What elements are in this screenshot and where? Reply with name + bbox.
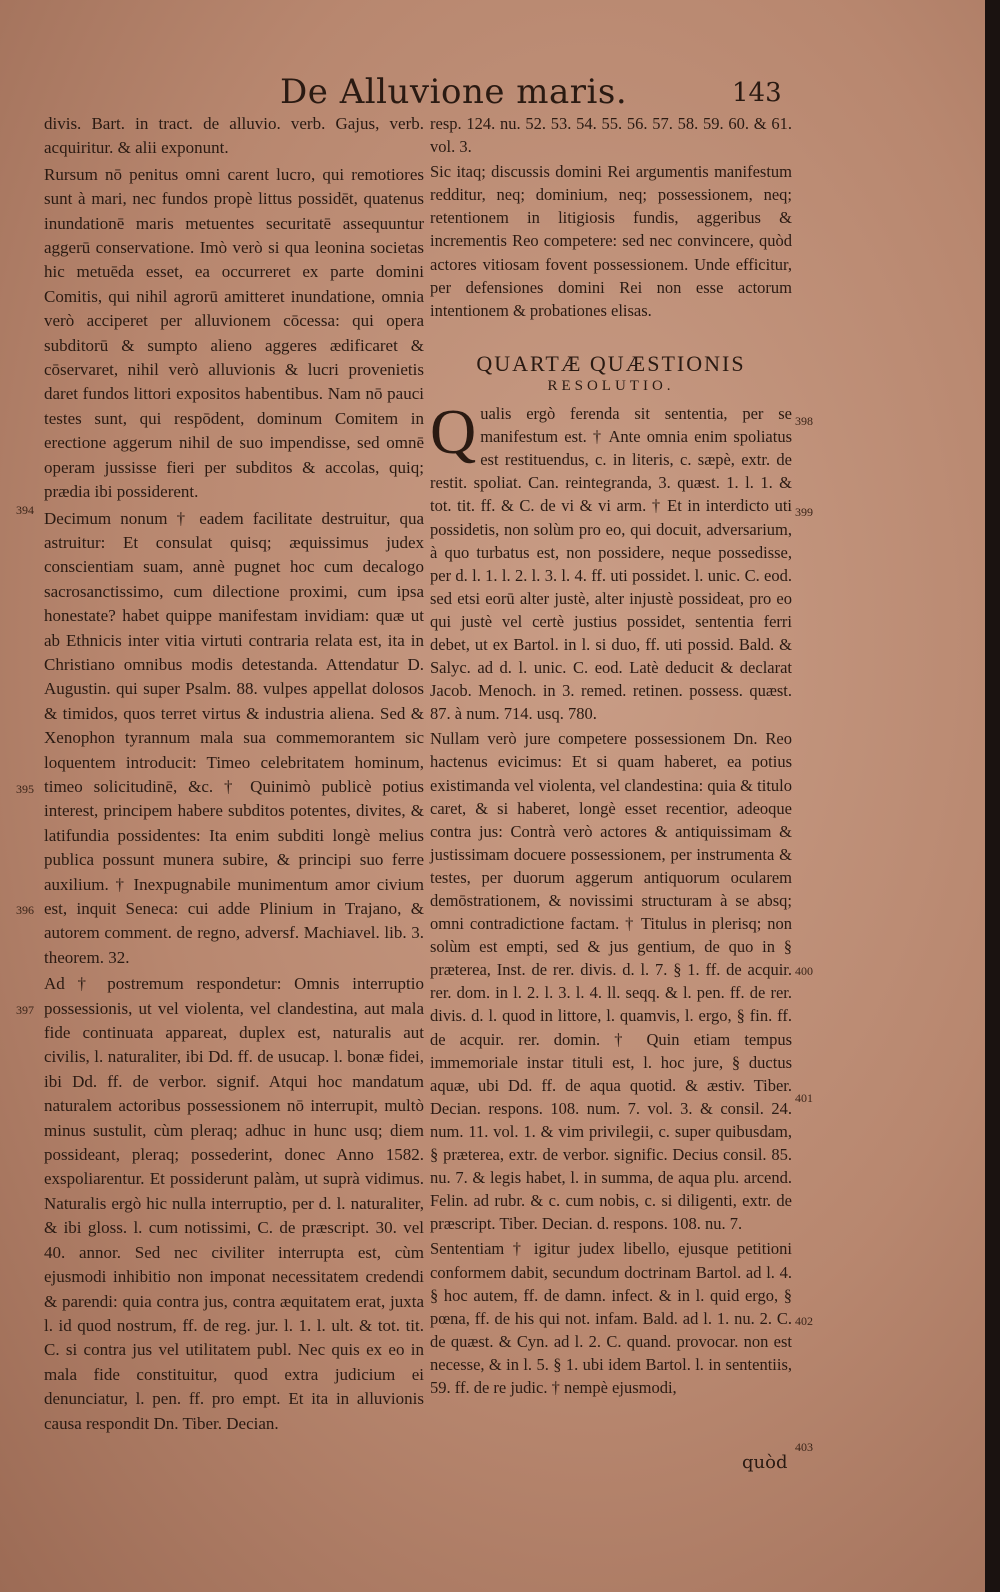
paragraph: Ad † postremum respondetur: Omnis interruptio possessionis, ut vel violenta, vel clandestina, aut mala fide continuata appareat, duplex est, naturalis aut civilis, l. naturaliter, ibi Dd. ff. de usucap. l. bonæ fidei, ibi Dd. ff. de verbor. signif. Atqui hoc mandatum naturalem actoribus possessionem nō interrupit, multò minus sustulit, cùm pleraq; adhuc in hunc usq; diem possideant, pleraq; possederint, donec Anno 1582. exspoliarentur. Et possiderunt palàm, ut suprà vidimus. Naturalis ergò hic nulla interruptio, per d. l. naturaliter, & ibi gloss. l. cum notissimi, C. de præscript. 30. vel 40. annor. Sed nec civiliter interrupta est, cùm ejusmodi inhibitio non imponat necessitatem credendi & parendi: quia contra jus, contra æquitatem erat, juxta l. id quod nostrum, ff. de reg. jur. l. 1. l. ult. & tot. tit. C. si contra jus vel utilitatem publ. Nec quis ex eo in mala fide constituitur, quod extra judicium ei denunciatur, l. pen. ff. pro empt. Et ita in alluvionis causa respondit Dn. Tiber. Decian. bbox=[44, 974, 424, 1433]
margin-note: 402 bbox=[795, 1314, 813, 1328]
right-column bbox=[430, 112, 792, 1482]
margin-note: 394 bbox=[16, 503, 34, 517]
paragraph: Sic itaq; discussis domini Rei argumentis manifestum redditur, neq; dominium, neq; possessionem, neq; retentionem in litigiosis fundis, aggeribus & incrementis Reo competere: sed nec convincere, quòd actores vitiosam fovent possessionem. Unde efficitur, per defensiones domini Rei non esse actorum intentionem & probationes elisas. bbox=[430, 162, 792, 320]
section-heading: QUARTÆ QUÆSTIONIS bbox=[476, 350, 746, 376]
paragraph: resp. 124. nu. 52. 53. 54. 55. 56. 57. 58. 59. 60. & 61. vol. 3. bbox=[430, 114, 792, 157]
margin-note: 401 bbox=[795, 1091, 813, 1105]
page-number: 143 bbox=[732, 78, 782, 108]
margin-note: 400 bbox=[795, 964, 813, 978]
running-title: De Alluvione maris. bbox=[280, 72, 628, 112]
paragraph: Rursum nō penitus omni carent lucro, qui remotiores sunt à mari, nec fundos propè littus possidēt, quatenus inundationē maris metuentes securitatē assequuntur aggerū conservatione. Imò verò si qua leonina societas hic metuēda esset, ea occurreret ex parte domini Comitis, qui nihil agrorū amitteret inundatione, omnia verò acciperet per alluvionem cōcessa: qui opera subditorū & sumpto alieno aggeres ædificaret & cōservaret, nihil verò alluvionis & lucri provenietis daret fundos littori expositos habentibus. Nam nō pauci testes sunt, qui respōdent, dominum Comitem in erectione aggerum nihil de suo impendisse, sed omnē operam jussisse fieri per subditos & accolas, quiq; prædia ibi possiderent. bbox=[44, 164, 424, 502]
margin-note: 396 bbox=[16, 903, 34, 917]
paragraph: Nullam verò jure competere possessionem Dn. Reo hactenus evicimus: Et si quam haberet, ea potius existimanda vel violenta, vel clandestina: quia & titulo caret, & si haberet, longè esset recentior, adeoque contra jus: Contrà verò actores & antiquissimam & justissimam docuere possessionem, per instrumenta & testes, per duorum aggerum antiquorum ocularem demōstrationem, & novissimi structuram à se absq; omni contradictione factam. † Titulus in plerisq; non solùm est empti, sed & jus gentium, de quo in § præterea, Inst. de rer. divis. d. l. 7. § 1. ff. de acquir. rer. dom. in l. 2. l. 3. l. 4. ll. seqq. & l. pen. ff. de rer. divis. d. l. quod in littore, l. quamvis, l. ergo, § fin. ff. de acquir. rer. domin. † Quin etiam tempus immemoriale instar tituli est, l. hoc jure, § ductus aquæ, ubi Dd. ff. de aqua quotid. & æstiv. Tiber. Decian. respons. 108. num. 7. vol. 3. & consil. 24. num. 11. vol. 1. & vim privilegii, c. super quibusdam, § præterea, extr. de verbor. signific. Decius consil. 85. nu. 7. & legis habet, l. in summa, de aqua plu. arcend. Felin. ad rubr. & c. cum nobis, c. si diligenti, extr. de præscript. Tiber. Decian. d. respons. 108. nu. 7. bbox=[430, 729, 792, 1234]
drop-cap: Q bbox=[430, 396, 477, 468]
paragraph: Sententiam † igitur judex libello, ejusque petitioni conformem dabit, secundum doctrinam Bartol. ad l. 4. § hoc autem, ff. de damn. infect. & in l. quid ergo, § pœna, ff. de his qui not. infam. Bald. ad l. 1. nu. 2. C. de quæst. & Cyn. ad l. 2. C. quand. provocar. non est necesse, & in l. 5. § 1. ubi idem Bartol. l. in sententiis, 59. ff. de re judic. † nempè ejusmodi, bbox=[430, 1239, 792, 1397]
paragraph-text: ualis ergò ferenda sit sententia, per se manifestum est. † Ante omnia enim spoliatus est restituendus, c. in literis, c. sæpè, extr. de restit. spoliat. Can. reintegranda, 3. quæst. 1. l. 1. & tot. tit. ff. & C. de vi & vi arm. † Et in interdicto uti possidetis, non solùm pro eo, qui docuit, adversarium, à quo turbatus est, non possidere, neque possedisse, per d. l. 1. l. 2. l. 3. l. 4. ff. uti possidet. l. unic. C. eod. sed etsi eorū alter justè, alter injustè possideat, pro eo qui justè vel certè justius possidet, sententia ferri debet, ut ex Bartol. in l. si duo, ff. uti possid. Bald. & Salyc. ad d. l. unic. C. eod. Latè deducit & declarat Jacob. Menoch. in 3. remed. retinen. possess. quæst. 87. à num. 714. usq. 780. bbox=[430, 404, 792, 724]
paragraph: Decimum nonum † eadem facilitate destruitur, qua astruitur: Et consulat quisq; æquissimus judex conscientiam suam, annè pugnet hoc cum decalogo sacrosanctissimo, cum dilectione proximi, cum ipsa honestate? habet quippe manifestam invidiam: quæ ut ab Ethnicis inter vitia virtuti contraria relata est, ita in Christiano omnibus modis detestanda. Attendatur D. Augustin. qui super Psalm. 88. vulpes appellat dolosos & timidos, quos terret virtus & industria aliena. Sed & Xenophon tyrannum mala sua commemorantem sic loquentem introducit: Timeo celebritatem hominum, timeo solicitudinē, &c. † Quinimò publicè potius interest, principem habere subditos potentes, divites, & latifundia possidentes: Ita enim subditi longè melius publica possunt munera subire, & principi suo ferre auxilium. † Inexpugnabile munimentum amor civium est, inquit Seneca: cui adde Plinium in Trajano, & autorem comment. de regno, adversf. Machiavel. lib. 3. theorem. 32. bbox=[44, 508, 424, 967]
margin-note: 398 bbox=[795, 414, 813, 428]
margin-note: 397 bbox=[16, 1003, 34, 1017]
paragraph bbox=[430, 396, 792, 725]
catchword: quòd bbox=[742, 1452, 788, 1473]
margin-note: 403 bbox=[795, 1440, 813, 1454]
paragraph: divis. Bart. in tract. de alluvio. verb. Gajus, verb. acquiritur. & alii exponunt. bbox=[44, 114, 424, 158]
margin-note: 395 bbox=[16, 782, 34, 796]
section-subheading: RESOLUTIO. bbox=[547, 377, 675, 394]
margin-note: 399 bbox=[795, 505, 813, 519]
left-column bbox=[44, 112, 424, 1492]
